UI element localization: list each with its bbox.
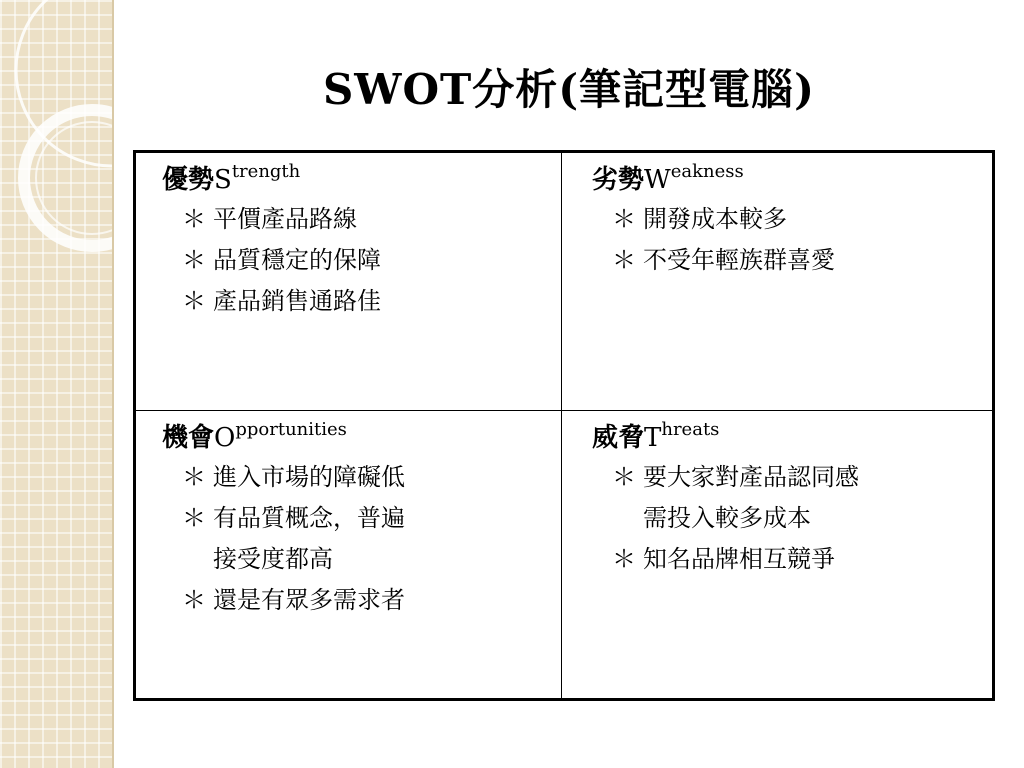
weakness-heading-cn: 劣勢 (592, 165, 645, 195)
weakness-heading-initial: W (644, 165, 671, 195)
list-item: ＊ 平價產品路線 (182, 199, 551, 240)
bullet-star: ＊ (612, 545, 636, 573)
threats-heading-initial: T (644, 423, 662, 453)
list-item: ＊ 有品質概念，普遍 (182, 498, 551, 539)
bullet-star: ＊ (182, 463, 206, 491)
threats-list (592, 457, 982, 580)
decorative-circles (0, 0, 112, 260)
weakness-list (592, 199, 982, 281)
bullet-star: ＊ (182, 586, 206, 614)
bullet-star: ＊ (612, 463, 636, 491)
strength-quadrant (136, 153, 562, 411)
bullet-star: ＊ (612, 246, 636, 274)
opportunities-quadrant (136, 411, 562, 698)
strength-heading-rest: trength (231, 161, 301, 182)
swot-table (133, 150, 995, 701)
list-item: ＊ 品質穩定的保障 (182, 240, 551, 281)
strength-heading-initial: S (214, 165, 232, 195)
threats-quadrant (562, 411, 992, 698)
list-item: ＊ 進入市場的障礙低 (182, 457, 551, 498)
weakness-quadrant (562, 153, 992, 411)
bullet-star: ＊ (182, 504, 206, 532)
threats-heading-rest: hreats (661, 419, 720, 440)
decorative-side-strip (0, 0, 112, 768)
list-item-continuation: 接受度都高 (213, 545, 333, 573)
threats-heading-cn: 威脅 (592, 423, 645, 453)
list-item: ＊ 開發成本較多 (612, 199, 982, 240)
opportunities-heading-cn: 機會 (162, 423, 215, 453)
strength-heading-cn: 優勢 (162, 165, 215, 195)
list-item: ＊ 要大家對產品認同感 (612, 457, 982, 498)
threats-heading (592, 419, 982, 457)
strength-heading (162, 161, 551, 199)
bullet-star: ＊ (612, 205, 636, 233)
opportunities-heading-initial: O (214, 423, 236, 453)
strength-list (162, 199, 551, 322)
list-item: ＊ 還是有眾多需求者 (182, 580, 551, 621)
bullet-star: ＊ (182, 287, 206, 315)
bullet-star: ＊ (182, 205, 206, 233)
list-item: ＊ 不受年輕族群喜愛 (612, 240, 982, 281)
weakness-heading-rest: eakness (670, 161, 744, 182)
opportunities-list (162, 457, 551, 621)
opportunities-heading (162, 419, 551, 457)
opportunities-heading-rest: pportunities (235, 419, 347, 440)
bullet-star: ＊ (182, 246, 206, 274)
slide-title: SWOT分析(筆記型電腦) (322, 65, 816, 114)
list-item: ＊ 知名品牌相互競爭 (612, 539, 982, 580)
list-item: ＊ 產品銷售通路佳 (182, 281, 551, 322)
weakness-heading (592, 161, 982, 199)
list-item-continuation: 需投入較多成本 (643, 504, 811, 532)
